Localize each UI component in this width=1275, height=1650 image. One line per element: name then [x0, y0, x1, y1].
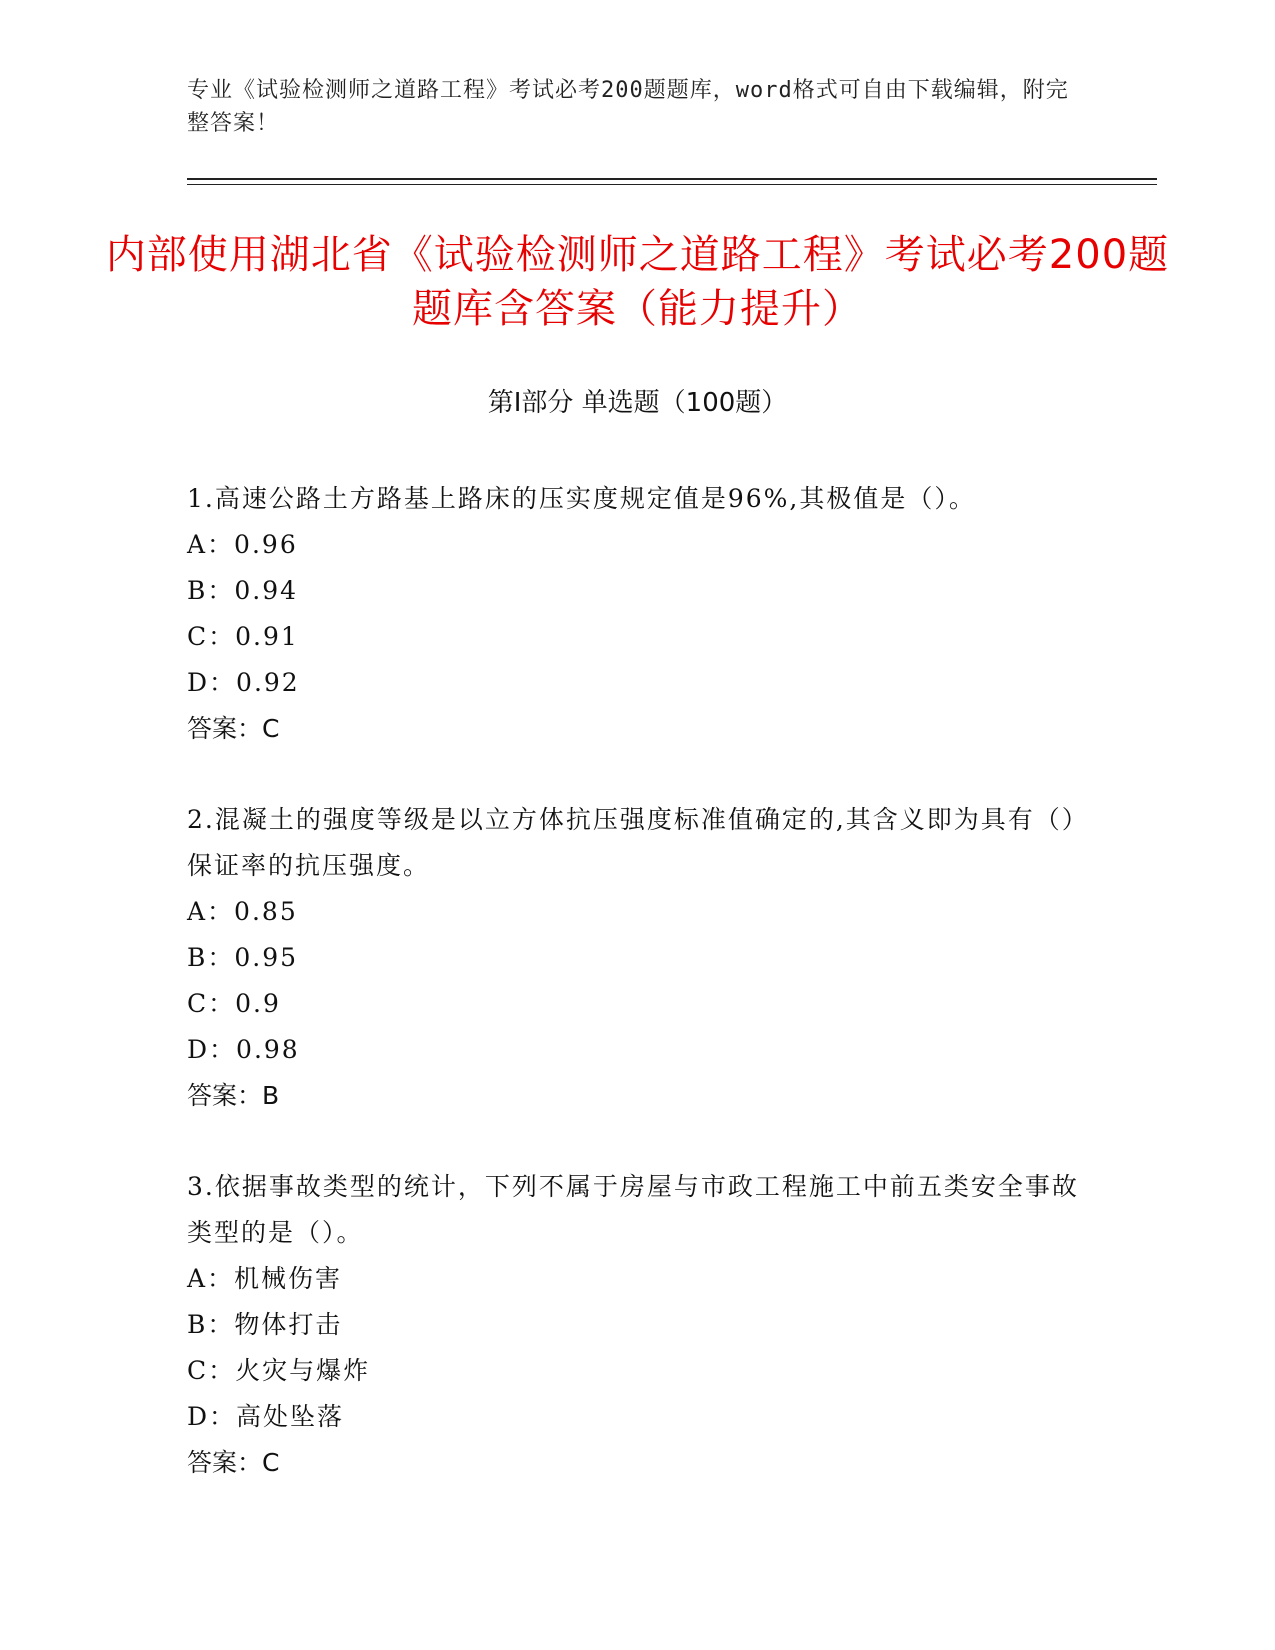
header-rule-thin — [187, 184, 1157, 185]
question-1 — [187, 476, 1087, 752]
answer: 答案：B — [187, 1081, 280, 1110]
option-b: B：0.95 — [187, 943, 299, 972]
header-note: 专业《试验检测师之道路工程》考试必考200题题库，word格式可自由下载编辑，附完整答案！ — [187, 78, 1069, 136]
question-text: 2.混凝土的强度等级是以立方体抗压强度标准值确定的,其含义即为具有（）保证率的抗压强度。 — [187, 805, 1077, 880]
option-d: D：0.92 — [187, 668, 300, 697]
answer: 答案：C — [187, 1448, 280, 1477]
option-c: C：火灾与爆炸 — [187, 1356, 371, 1385]
option-a: A：机械伤害 — [187, 1264, 343, 1293]
answer: 答案：C — [187, 714, 280, 743]
question-2 — [187, 797, 1087, 1119]
question-text: 3.依据事故类型的统计，下列不属于房屋与市政工程施工中前五类安全事故类型的是（）。 — [187, 1172, 1079, 1247]
option-b: B：物体打击 — [187, 1310, 343, 1339]
option-c: C：0.91 — [187, 622, 299, 651]
option-b: B：0.94 — [187, 576, 299, 605]
question-3 — [187, 1164, 1087, 1486]
question-text: 1.高速公路土方路基上路床的压实度规定值是96%,其极值是（）。 — [187, 484, 976, 513]
header-rule-thick — [187, 178, 1157, 180]
section-title: 第Ⅰ部分 单选题（100题） — [487, 388, 788, 418]
document-title: 内部使用湖北省《试验检测师之道路工程》考试必考200题题库含答案（能力提升） — [105, 232, 1170, 332]
option-a: A：0.96 — [187, 530, 298, 559]
option-d: D：高处坠落 — [187, 1402, 345, 1431]
option-a: A：0.85 — [187, 897, 298, 926]
option-c: C：0.9 — [187, 989, 281, 1018]
option-d: D：0.98 — [187, 1035, 300, 1064]
question-list — [187, 476, 1087, 1531]
